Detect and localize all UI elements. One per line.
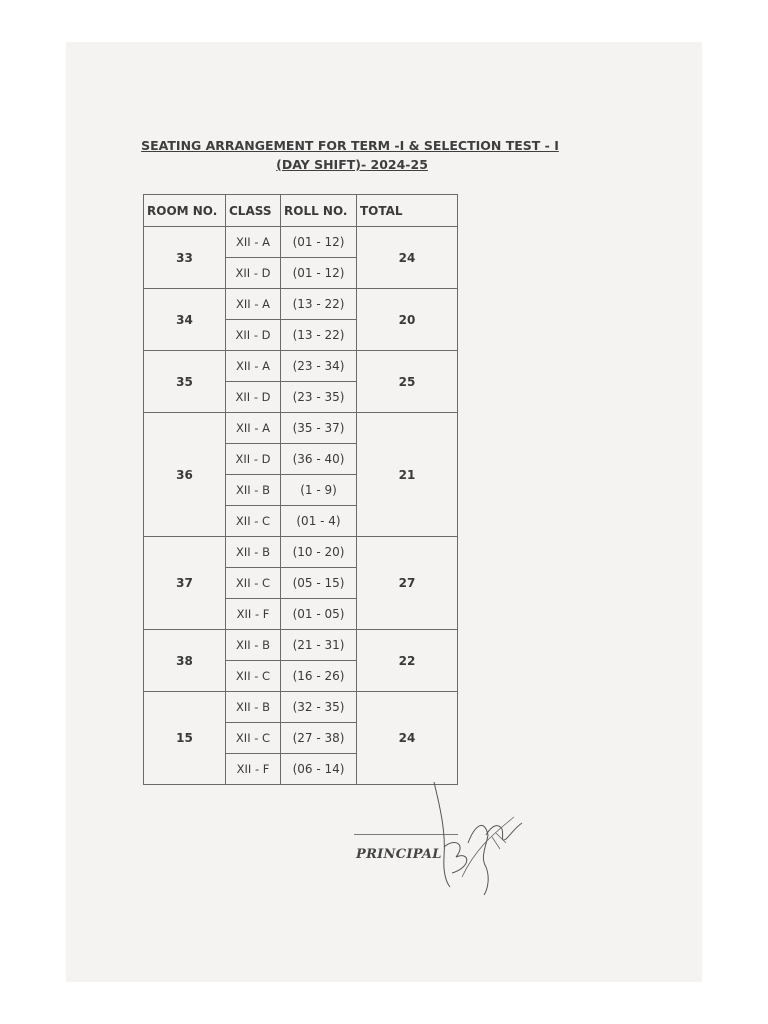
- class-cell: XII - D: [226, 444, 281, 475]
- table-row: [144, 413, 458, 444]
- class-cell: XII - C: [226, 506, 281, 537]
- roll-number-cell: (01 - 12): [281, 227, 357, 258]
- handwritten-signature: [426, 777, 526, 897]
- title-line-1: SEATING ARRANGEMENT FOR TERM -I & SELECTION TEST - I: [141, 138, 559, 153]
- class-cell: XII - D: [226, 320, 281, 351]
- table-header-row: [144, 195, 458, 227]
- class-cell: XII - B: [226, 475, 281, 506]
- roll-number-cell: (35 - 37): [281, 413, 357, 444]
- table-row: [144, 692, 458, 723]
- total-cell: 20: [357, 289, 458, 351]
- total-cell: 21: [357, 413, 458, 537]
- roll-number-cell: (10 - 20): [281, 537, 357, 568]
- header-room-no: ROOM NO.: [144, 195, 226, 227]
- roll-number-cell: (21 - 31): [281, 630, 357, 661]
- class-cell: XII - F: [226, 754, 281, 785]
- total-cell: 27: [357, 537, 458, 630]
- signatory-label: PRINCIPAL: [356, 847, 442, 862]
- total-cell: 25: [357, 351, 458, 413]
- room-number-cell: 15: [144, 692, 226, 785]
- class-cell: XII - B: [226, 537, 281, 568]
- table-row: [144, 227, 458, 258]
- class-cell: XII - A: [226, 227, 281, 258]
- seating-table-body: [144, 227, 458, 785]
- seating-table: [143, 194, 458, 785]
- document-title: [66, 136, 702, 174]
- total-cell: 24: [357, 692, 458, 785]
- roll-number-cell: (13 - 22): [281, 289, 357, 320]
- class-cell: XII - A: [226, 413, 281, 444]
- room-number-cell: 34: [144, 289, 226, 351]
- roll-number-cell: (23 - 34): [281, 351, 357, 382]
- class-cell: XII - F: [226, 599, 281, 630]
- room-number-cell: 38: [144, 630, 226, 692]
- table-row: [144, 351, 458, 382]
- header-class: CLASS: [226, 195, 281, 227]
- roll-number-cell: (01 - 4): [281, 506, 357, 537]
- room-number-cell: 37: [144, 537, 226, 630]
- roll-number-cell: (23 - 35): [281, 382, 357, 413]
- class-cell: XII - C: [226, 661, 281, 692]
- room-number-cell: 35: [144, 351, 226, 413]
- class-cell: XII - C: [226, 568, 281, 599]
- roll-number-cell: (01 - 05): [281, 599, 357, 630]
- roll-number-cell: (06 - 14): [281, 754, 357, 785]
- class-cell: XII - D: [226, 258, 281, 289]
- roll-number-cell: (16 - 26): [281, 661, 357, 692]
- title-line-2: (DAY SHIFT)- 2024-25: [276, 157, 428, 172]
- table-row: [144, 537, 458, 568]
- total-cell: 22: [357, 630, 458, 692]
- class-cell: XII - A: [226, 351, 281, 382]
- header-total: TOTAL: [357, 195, 458, 227]
- class-cell: XII - D: [226, 382, 281, 413]
- table-row: [144, 289, 458, 320]
- room-number-cell: 33: [144, 227, 226, 289]
- roll-number-cell: (36 - 40): [281, 444, 357, 475]
- roll-number-cell: (27 - 38): [281, 723, 357, 754]
- room-number-cell: 36: [144, 413, 226, 537]
- roll-number-cell: (01 - 12): [281, 258, 357, 289]
- roll-number-cell: (32 - 35): [281, 692, 357, 723]
- total-cell: 24: [357, 227, 458, 289]
- roll-number-cell: (1 - 9): [281, 475, 357, 506]
- document-page: [66, 42, 702, 982]
- class-cell: XII - A: [226, 289, 281, 320]
- class-cell: XII - C: [226, 723, 281, 754]
- table-row: [144, 630, 458, 661]
- roll-number-cell: (05 - 15): [281, 568, 357, 599]
- roll-number-cell: (13 - 22): [281, 320, 357, 351]
- class-cell: XII - B: [226, 630, 281, 661]
- class-cell: XII - B: [226, 692, 281, 723]
- header-roll-no: ROLL NO.: [281, 195, 357, 227]
